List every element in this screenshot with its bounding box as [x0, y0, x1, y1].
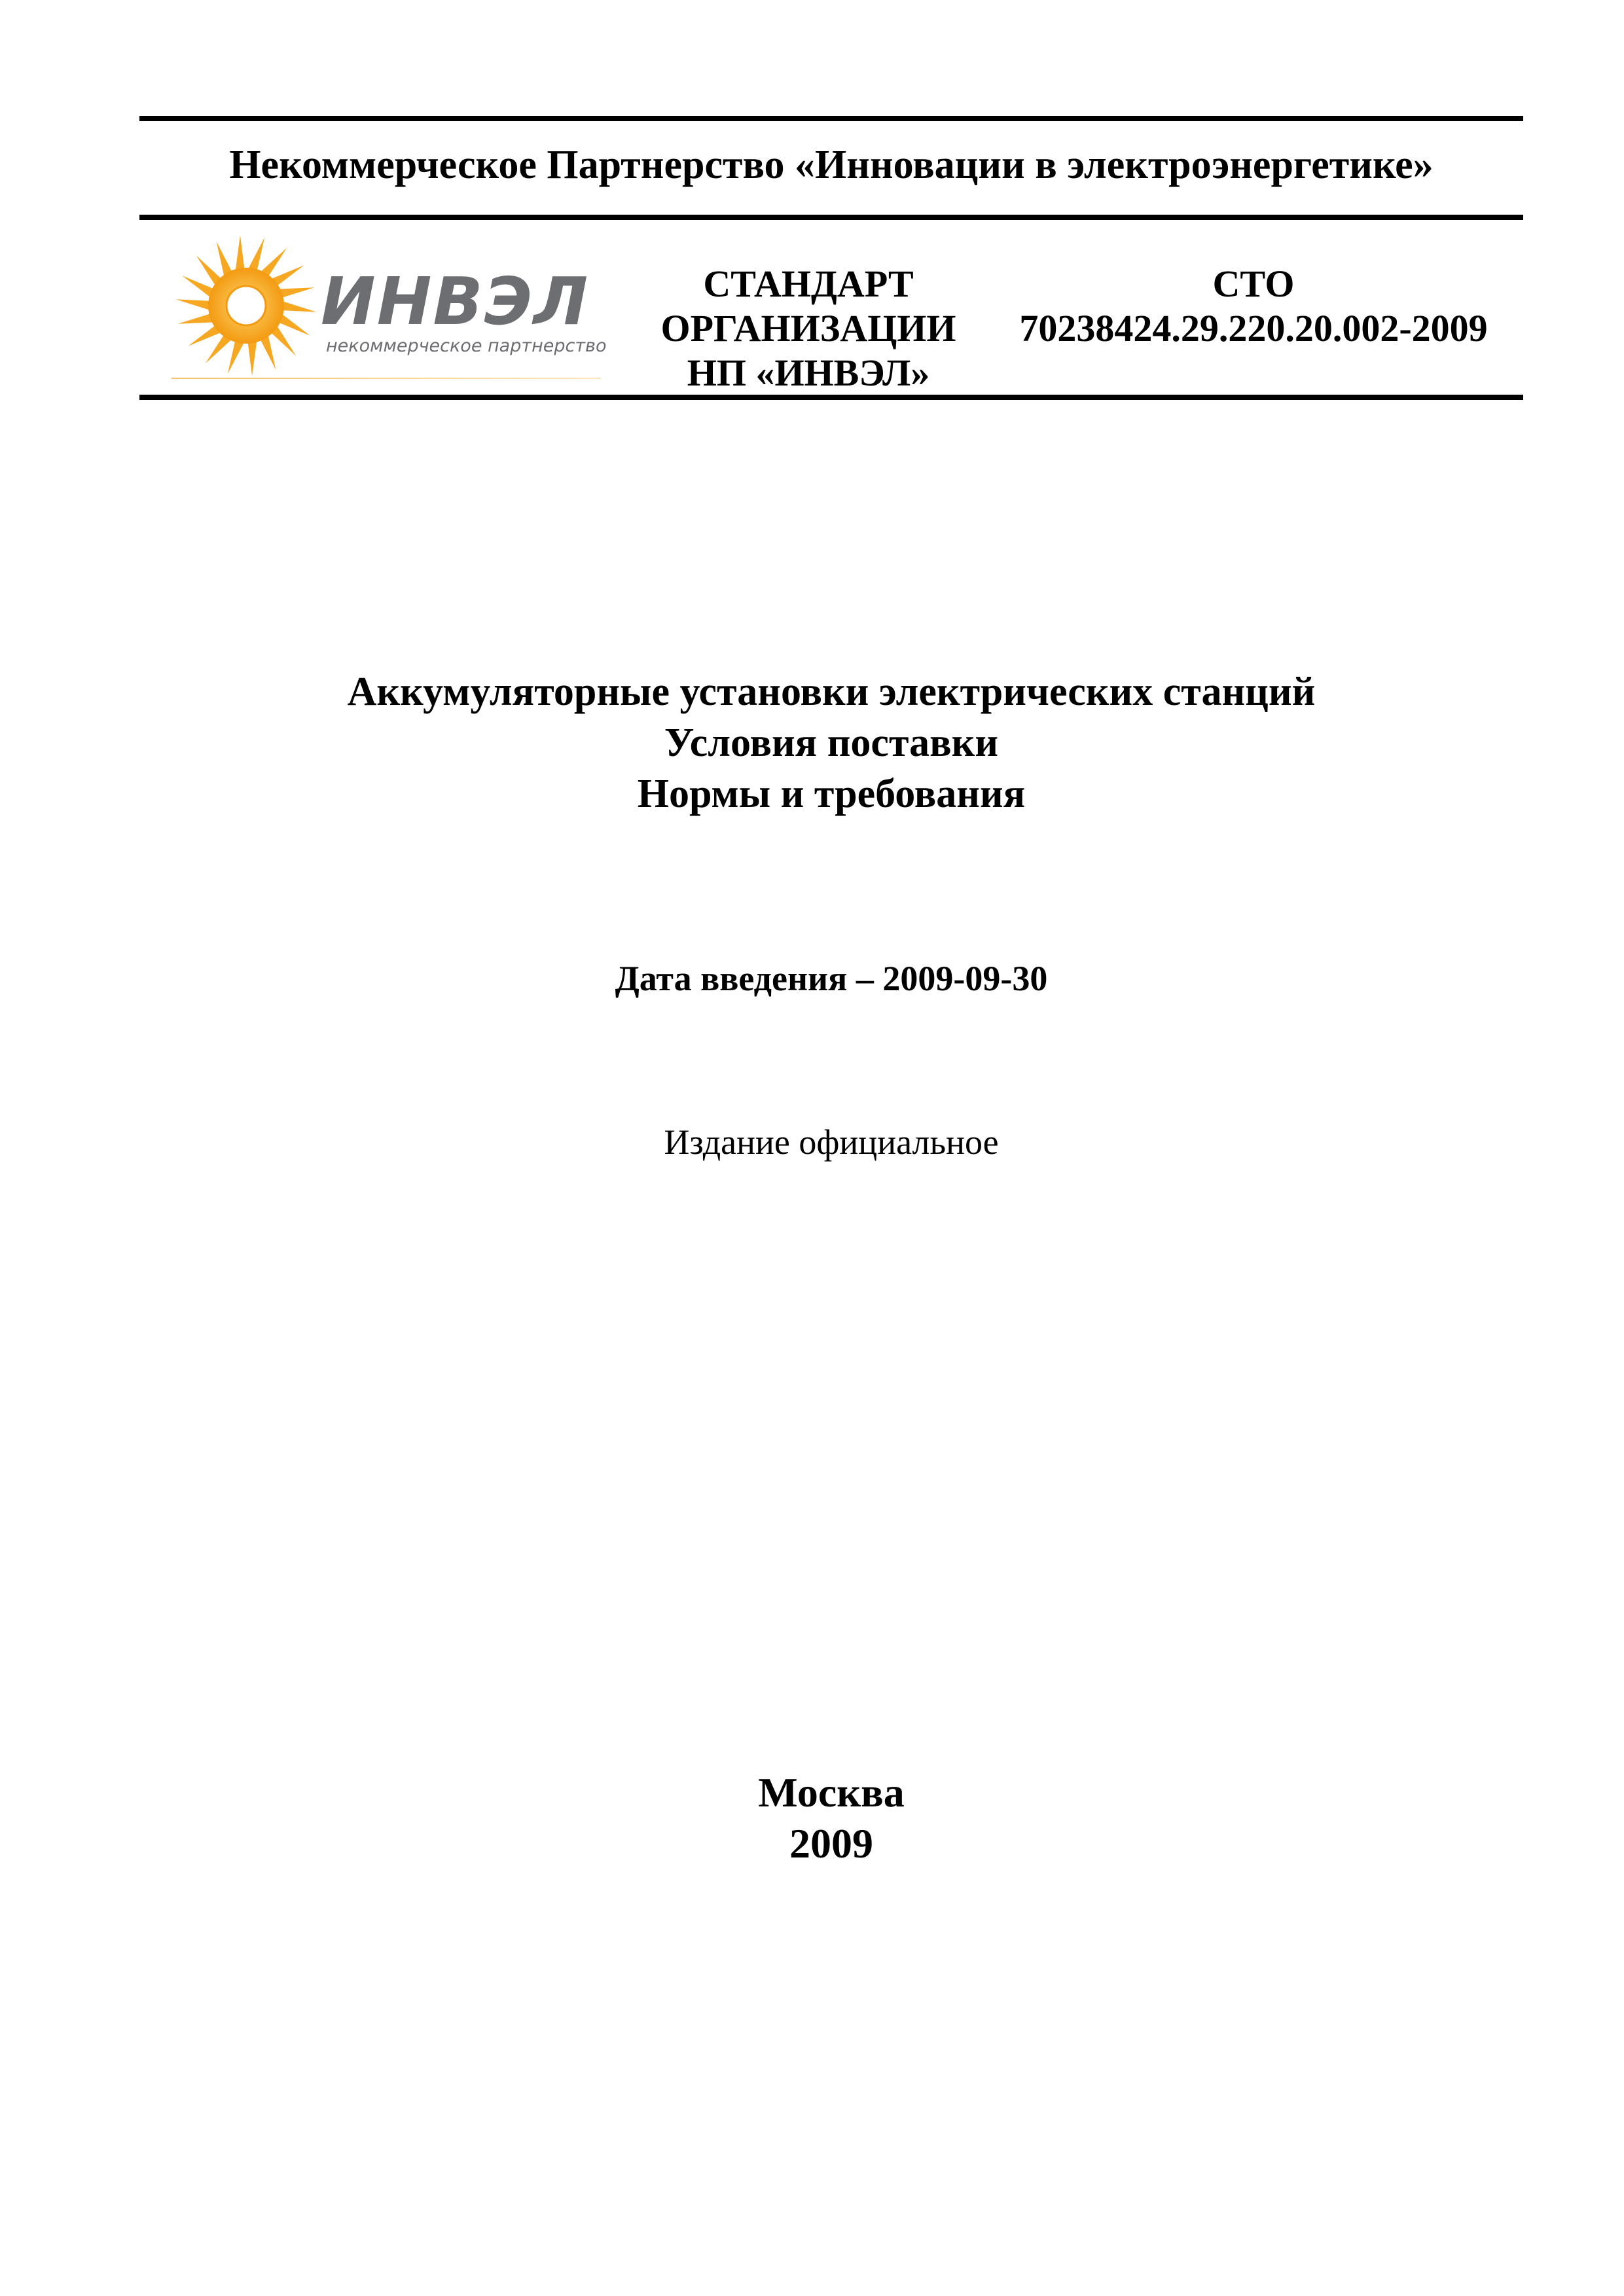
standard-line-2: ОРГАНИЗАЦИИ — [660, 307, 956, 350]
standard-code-prefix: СТО — [1212, 262, 1295, 305]
sun-ray — [178, 314, 215, 324]
sun-icon — [169, 232, 326, 383]
logo-wordmark: ИНВЭЛ — [321, 263, 590, 340]
introduction-date: Дата введения – 2009-09-30 — [615, 959, 1048, 998]
sun-ray — [182, 276, 214, 298]
publication-place-year — [139, 1767, 1523, 1869]
document-title-line-3: Нормы и требования — [637, 772, 1026, 816]
publication-year: 2009 — [789, 1820, 873, 1867]
sun-ray — [282, 301, 317, 312]
edition-label: Издание официальное — [664, 1122, 999, 1162]
standard-line-3: НП «ИНВЭЛ» — [687, 351, 930, 394]
logo-tagline: некоммерческое партнерство — [326, 336, 607, 356]
invel-logo — [169, 232, 607, 383]
document-title-line-1: Аккумуляторные установки электрических станций — [347, 670, 1316, 714]
sun-ray — [175, 299, 210, 310]
organization-title: Некоммерческое Партнерство «Инновации в электроэнергетике» — [229, 143, 1434, 187]
standard-code-number: 70238424.29.220.20.002-2009 — [1019, 307, 1488, 350]
document-title — [139, 666, 1523, 819]
sun-ray — [278, 287, 315, 298]
document-title-line-2: Условия поставки — [664, 721, 999, 765]
logo-underline — [171, 378, 601, 379]
header-top-rule — [139, 116, 1523, 121]
header-bottom-rule — [139, 395, 1523, 400]
header-middle-rule — [139, 215, 1523, 220]
publication-city: Москва — [758, 1769, 905, 1816]
sun-ray — [236, 235, 245, 271]
sun-ray — [247, 340, 257, 376]
sun-ray — [228, 340, 245, 374]
sun-ray — [278, 314, 310, 336]
standard-label — [638, 262, 979, 395]
sun-ray — [247, 238, 264, 272]
standard-code — [995, 262, 1512, 351]
standard-line-1: СТАНДАРТ — [703, 262, 914, 305]
